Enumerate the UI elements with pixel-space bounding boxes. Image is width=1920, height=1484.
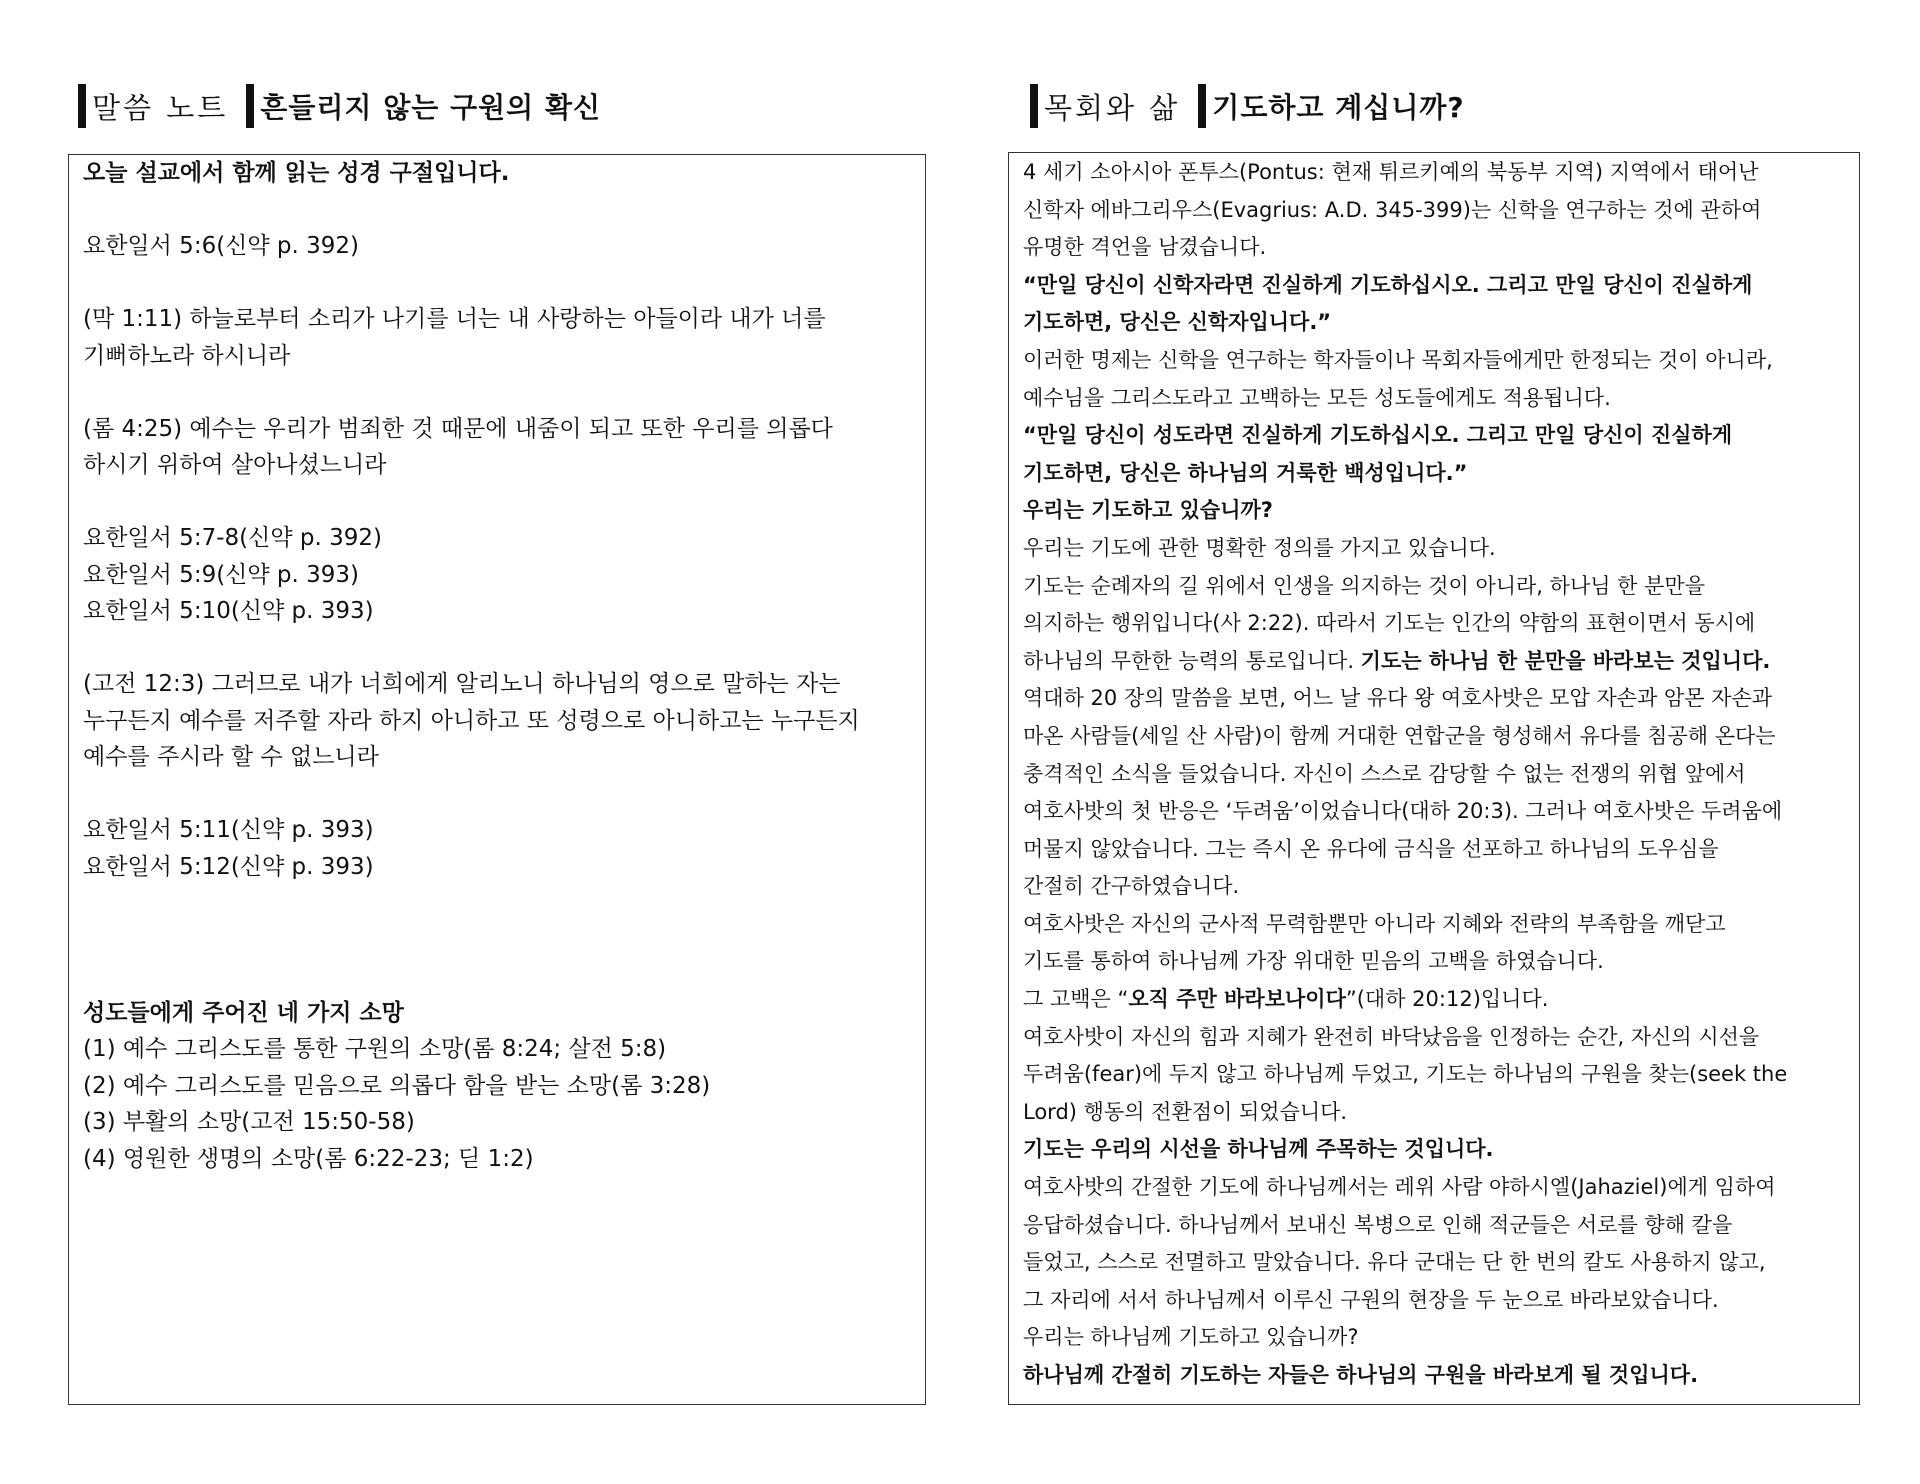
emphasis-text: 오직 주만 바라보나이다 xyxy=(1128,987,1346,1012)
article-line: 여호사밧은 자신의 군사적 무력함뿐만 아니라 지혜와 전략의 부족함을 깨닫고 xyxy=(1023,911,1726,936)
article-line: 우리는 기도에 관한 명확한 정의를 가지고 있습니다. xyxy=(1023,535,1496,560)
scripture-reference: 요한일서 5:7-8(신약 p. 392) xyxy=(83,525,382,551)
emphasis-line: 우리는 기도하고 있습니까? xyxy=(1023,498,1273,523)
article-line: Lord) 행동의 전환점이 되었습니다. xyxy=(1023,1099,1348,1124)
hope-list-title: 성도들에게 주어진 네 가지 소망 xyxy=(83,999,404,1026)
scripture-quote: 하시기 위하여 살아나셨느니라 xyxy=(83,452,387,478)
ministry-life-box xyxy=(1008,152,1860,1405)
hope-item: (1) 예수 그리스도를 통한 구원의 소망(롬 8:24; 살전 5:8) xyxy=(83,1036,667,1062)
article-text: 하나님의 무한한 능력의 통로입니다. xyxy=(1023,648,1361,673)
hope-item: (4) 영원한 생명의 소망(롬 6:22-23; 딛 1:2) xyxy=(83,1145,534,1172)
heading-bar xyxy=(246,84,254,128)
hope-item: (3) 부활의 소망(고전 15:50-58) xyxy=(83,1109,415,1135)
scripture-quote: (막 1:11) 하늘로부터 소리가 나기를 너는 내 사랑하는 아들이라 내가 너를 xyxy=(83,306,826,332)
heading-bar xyxy=(1030,84,1038,128)
scripture-quote: (롬 4:25) 예수는 우리가 범죄한 것 때문에 내줌이 되고 또한 우리를 의롭다 xyxy=(83,415,833,442)
emphasis-line: 기도는 우리의 시선을 하나님께 주목하는 것입니다. xyxy=(1023,1137,1494,1162)
scripture-quote: 기뻐하노라 하시니라 xyxy=(83,342,291,369)
article-line: 그 자리에 서서 하나님께서 이루신 구원의 현장을 두 눈으로 바라보았습니다. xyxy=(1023,1287,1719,1312)
left-heading xyxy=(78,84,601,128)
article-line: 충격적인 소식을 들었습니다. 자신이 스스로 감당할 수 없는 전쟁의 위협 앞에서 xyxy=(1023,761,1746,786)
article-line: 들었고, 스스로 전멸하고 말았습니다. 유다 군대는 단 한 번의 칼도 사용하지 않고, xyxy=(1023,1250,1766,1275)
scripture-reference: 요한일서 5:10(신약 p. 393) xyxy=(83,598,374,624)
article-line: 예수님을 그리스도라고 고백하는 모든 성도들에게도 적용됩니다. xyxy=(1023,385,1611,410)
article-line: 여호사밧의 간절한 기도에 하나님께서는 레위 사람 야하시엘(Jahaziel)에게 임하여 xyxy=(1023,1175,1776,1200)
scripture-reference: 요한일서 5:6(신약 p. 392) xyxy=(83,233,360,259)
emphasis-line: 하나님께 간절히 기도하는 자들은 하나님의 구원을 바라보게 될 것입니다. xyxy=(1023,1363,1699,1387)
article-line xyxy=(1023,643,1845,681)
article-line: 기도를 통하여 하나님께 가장 위대한 믿음의 고백을 하였습니다. xyxy=(1023,949,1604,974)
intro-text: 오늘 설교에서 함께 읽는 성경 구절입니다. xyxy=(83,160,510,186)
article-line: 여호사밧의 첫 반응은 ‘두려움’이었습니다(대하 20:3). 그러나 여호사밧은 두려움에 xyxy=(1023,799,1783,824)
emphasis-line: “만일 당신이 신학자라면 진실하게 기도하십시오. 그리고 만일 당신이 진실하게 xyxy=(1023,272,1753,297)
hope-item: (2) 예수 그리스도를 믿음으로 의롭다 함을 받는 소망(롬 3:28) xyxy=(83,1072,711,1099)
article-line: 의지하는 행위입니다(사 2:22). 따라서 기도는 인간의 약함의 표현이면서 동시에 xyxy=(1023,611,1756,636)
article-line: 두려움(fear)에 두지 않고 하나님께 두었고, 기도는 하나님의 구원을 찾는(seek the xyxy=(1023,1062,1788,1087)
heading-bar xyxy=(78,84,86,128)
article-line: 역대하 20 장의 말씀을 보면, 어느 날 유다 왕 여호사밧은 모압 자손과 암몬 자손과 xyxy=(1023,686,1773,711)
scripture-reference: 요한일서 5:9(신약 p. 393) xyxy=(83,561,360,588)
emphasis-text: 기도는 하나님 한 분만을 바라보는 것입니다. xyxy=(1360,648,1771,673)
article-line: 머물지 않았습니다. 그는 즉시 온 유다에 금식을 선포하고 하나님의 도우심을 xyxy=(1023,836,1719,861)
heading-bar xyxy=(1198,84,1206,128)
scripture-quote: 누구든지 예수를 저주할 자라 하지 아니하고 또 성령으로 아니하고는 누구든지 xyxy=(83,707,860,734)
article-line: 응답하셨습니다. 하나님께서 보내신 복병으로 인해 적군들은 서로를 향해 칼을 xyxy=(1023,1212,1733,1237)
section-title: 기도하고 계십니까? xyxy=(1212,91,1465,124)
section-title: 흔들리지 않는 구원의 확신 xyxy=(260,91,602,124)
article-line: 기도는 순례자의 길 위에서 인생을 의지하는 것이 아니라, 하나님 한 분만을 xyxy=(1023,573,1706,598)
article-text: 그 고백은 “ xyxy=(1023,987,1129,1012)
emphasis-line: “만일 당신이 성도라면 진실하게 기도하십시오. 그리고 만일 당신이 진실하게 xyxy=(1023,423,1733,448)
article-line: 마온 사람들(세일 산 사람)이 함께 거대한 연합군을 형성해서 유다를 침공해 온다는 xyxy=(1023,723,1776,748)
article-line xyxy=(1023,981,1845,1019)
scripture-quote: (고전 12:3) 그러므로 내가 너희에게 알리노니 하나님의 영으로 말하는 자는 xyxy=(83,671,841,697)
article-line: 간절히 간구하였습니다. xyxy=(1023,874,1240,899)
sermon-note-box xyxy=(68,154,926,1405)
scripture-reference: 요한일서 5:12(신약 p. 393) xyxy=(83,853,374,880)
scripture-quote: 예수를 주시라 할 수 없느니라 xyxy=(83,744,379,770)
article-text: ”(대하 20:12)입니다. xyxy=(1345,987,1549,1012)
emphasis-line: 기도하면, 당신은 신학자입니다.” xyxy=(1023,310,1332,335)
right-heading xyxy=(1030,84,1465,128)
scripture-reference: 요한일서 5:11(신약 p. 393) xyxy=(83,817,374,843)
emphasis-line: 기도하면, 당신은 하나님의 거룩한 백성입니다.” xyxy=(1023,460,1468,485)
article-line: 신학자 에바그리우스(Evagrius: A.D. 345-399)는 신학을 연구하는 것에 관하여 xyxy=(1023,197,1762,222)
article-line: 여호사밧이 자신의 힘과 지혜가 완전히 바닥났음을 인정하는 순간, 자신의 시선을 xyxy=(1023,1024,1760,1049)
article-line: 4 세기 소아시아 폰투스(Pontus: 현재 튀르키예의 북동부 지역) 지역에서 태어난 xyxy=(1023,160,1759,184)
article-line: 우리는 하나님께 기도하고 있습니까? xyxy=(1023,1325,1359,1350)
article-line: 유명한 격언을 남겼습니다. xyxy=(1023,235,1267,260)
section-label: 말씀 노트 xyxy=(92,90,229,125)
article-line: 이러한 명제는 신학을 연구하는 학자들이나 목회자들에게만 한정되는 것이 아니라, xyxy=(1023,347,1773,372)
section-label: 목회와 삶 xyxy=(1044,90,1181,125)
